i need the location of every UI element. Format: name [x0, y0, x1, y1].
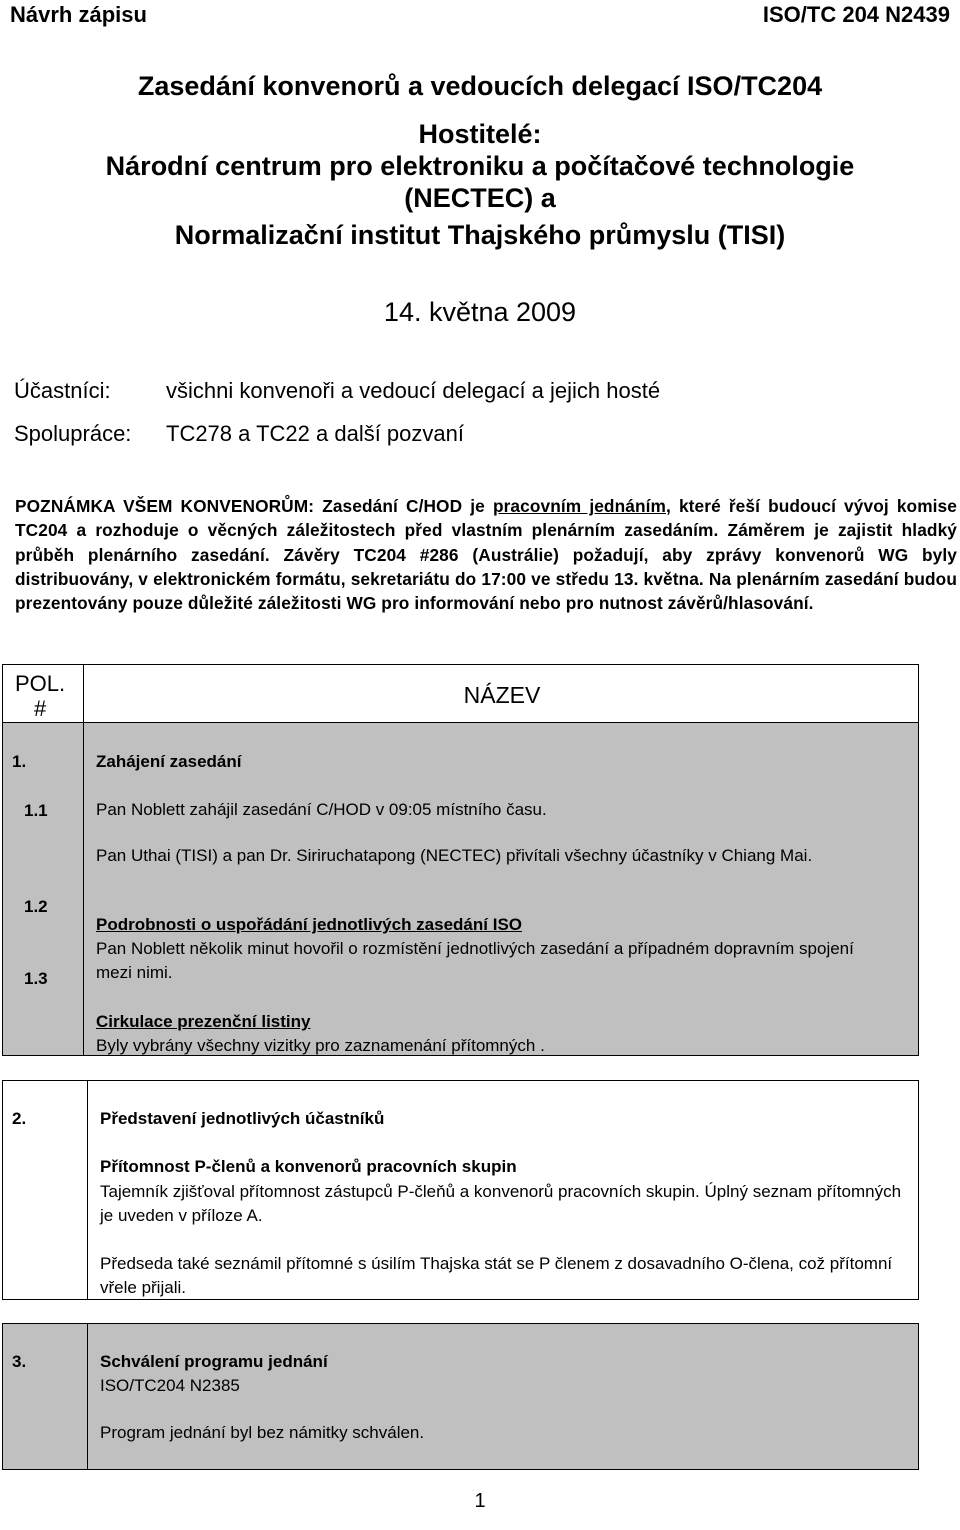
participants-label: Účastníci:	[14, 378, 111, 403]
item-1-3-number: 1.3	[24, 969, 48, 988]
title-line-5: Normalizační institut Thajského průmyslu (TISI)	[174, 220, 786, 250]
meeting-date: 14. května 2009	[383, 297, 577, 327]
page-number: 1	[474, 1490, 486, 1512]
note-part-1: POZNÁMKA VŠEM KONVENORŮM: Zasedání C/HOD je	[15, 496, 493, 516]
title-line-1: Zasedání konvenorů a vedoucích delegací ISO/TC204	[137, 71, 823, 101]
header-left: Návrh zápisu	[10, 2, 147, 27]
participants-value: všichni konvenoři a vedoucí delegací a jejich hosté	[166, 378, 661, 403]
section-3-text: Program jednání byl bez námitky schválen.	[100, 1423, 425, 1442]
section-3-title: Schválení programu jednání	[100, 1352, 328, 1371]
title-line-4: (NECTEC) a	[404, 183, 556, 213]
note-part-2: které řeší budoucí vývoj komise TC204 a rozhoduje o věcných záležitostech před vlastním plenárním zasedáním. Záměrem je zajistit hladký průběh plenárního zasedání. Závěry TC204 #286 (Austrálie) požadují, aby zprávy konvenorů WG byly distribuovány, v elektronickém formátu, sekretariátu do 17:00 ve středu 13. května. Na plenárním zasedání budou prezentovány pouze důležité záležitosti WG pro informování nebo pro nutnost závěrů/hlasování.	[15, 496, 957, 614]
table-header-hash: #	[34, 696, 47, 721]
section-3-number-cell	[2, 1323, 88, 1470]
title-line-2: Hostitelé:	[418, 119, 542, 149]
item-1-2-text: Pan Uthai (TISI) a pan Dr. Siriruchatapong (NECTEC) přivítali všechny účastníky v Chiang Mai.	[96, 846, 813, 865]
section-2-paragraph-1: Tajemník zjišťoval přítomnost zástupců P-čleňů a konvenorů pracovních skupin. Úplný seznam přítomných je uveden v příloze A.	[100, 1182, 902, 1225]
section-2-title: Představení jednotlivých účastníků	[100, 1109, 385, 1128]
section-2-paragraph-2: Předseda také seznámil přítomné s úsilím Thajska stát se P členem z dosavadního O-člena, což přítomní vřele přijali.	[100, 1254, 893, 1297]
section-2-subheading: Přítomnost P-členů a konvenorů pracovních skupin	[100, 1157, 517, 1176]
table-header-pos: POL.	[15, 671, 66, 696]
table-header-name-cell	[83, 664, 919, 723]
attendance-heading: Cirkulace prezenční listiny	[96, 1012, 311, 1031]
attendance-text: Byly vybrány všechny vizitky pro zaznamenání přítomných .	[96, 1036, 545, 1055]
cooperation-label: Spolupráce:	[14, 421, 132, 446]
header-right: ISO/TC 204 N2439	[762, 2, 950, 27]
section-3-number: 3.	[12, 1352, 27, 1371]
item-1-1-text: Pan Noblett zahájil zasedání C/HOD v 09:05 místního času.	[96, 800, 547, 819]
section-1-title: Zahájení zasedání	[96, 752, 242, 771]
table-header-pos-cell	[2, 664, 84, 723]
section-1-number: 1.	[12, 752, 27, 771]
title-line-3: Národní centrum pro elektroniku a počítačové technologie	[105, 151, 855, 181]
item-1-3-heading: Podrobnosti o uspořádání jednotlivých zasedání ISO	[96, 915, 523, 934]
cooperation-value: TC278 a TC22 a další pozvaní	[166, 421, 464, 446]
item-1-1-number: 1.1	[24, 801, 48, 820]
table-header-name: NÁZEV	[463, 682, 541, 708]
note-to-convenors	[15, 494, 957, 615]
note-underlined: pracovním jednáním,	[492, 496, 671, 516]
section-3-document: ISO/TC204 N2385	[100, 1376, 240, 1395]
item-1-2-number: 1.2	[24, 897, 48, 916]
section-2-number: 2.	[12, 1109, 27, 1128]
item-1-3-text: Pan Noblett několik minut hovořil o rozmístění jednotlivých zasedání a případném dopravním spojení mezi nimi.	[96, 939, 854, 982]
